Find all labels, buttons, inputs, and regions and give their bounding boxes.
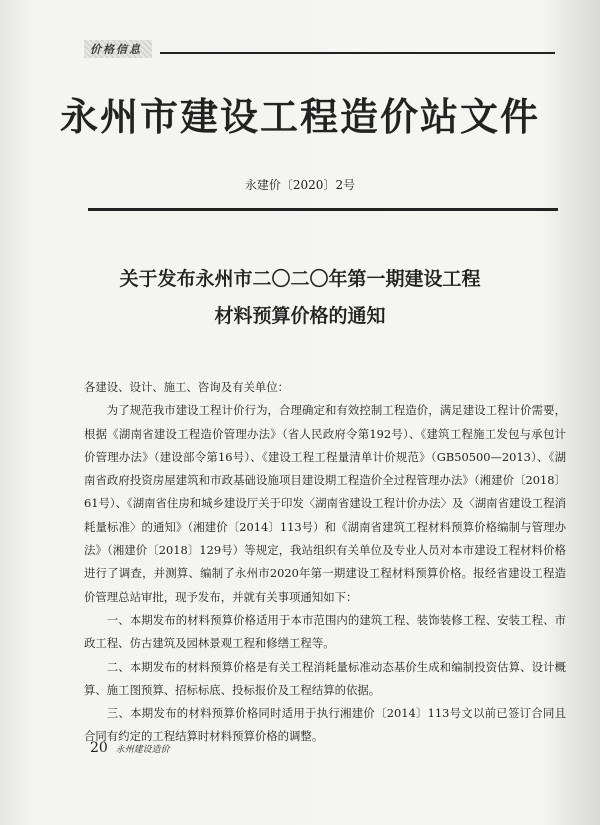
notice-title-line2: 材料预算价格的通知 bbox=[214, 305, 386, 327]
page-footer bbox=[90, 740, 170, 756]
magazine-name: 永州建设造价 bbox=[115, 745, 170, 755]
notice-title-line1: 关于发布永州市二〇二〇年第一期建设工程 bbox=[119, 268, 481, 290]
salutation: 各建设、设计、施工、咨询及有关单位： bbox=[84, 380, 290, 394]
paragraph-item-1: 一、本期发布的材料预算价格适用于本市范围内的建筑工程、装饰装修工程、安装工程、市政工程、仿古建筑及园林景观工程和修缮工程等。 bbox=[84, 612, 566, 651]
paragraph-intro: 为了规范我市建设工程计价行为，合理确定和有效控制工程造价，满足建设工程计价需要，根据《湖南省建设工程造价管理办法》（省人民政府令第192号）、《建筑工程施工发包与承包计价管理办法》（建设部令第16号）、《建设工程工程量清单计价规范》（GB50500—2013）、《湖南省政府投资房屋建筑和市政基础设施项目建设期工程造价全过程管理办法》（湘建价〔2018〕61号）、《湖南省住房和城乡建设厅关于印发〈湖南省建设工程计价办法〉及〈湖南省建设工程消耗量标准〉的通知》（湘建价〔2014〕113号）和《湖南省建筑工程材料预算价格编制与管理办法》（湘建价〔2018〕129号）等规定，我站组织有关单位及专业人员对本市建设工程材料价格进行了调查，并测算、编制了永州市2020年第一期建设工程材料预算价格。报经省建设工程造价管理总站审批，现予发布，并就有关事项通知如下： bbox=[84, 403, 566, 604]
paragraph-item-2: 二、本期发布的材料预算价格是有关工程消耗量标准动态基价生成和编制投资估算、设计概算、施工图预算、招标标底、投标报价及工程结算的依据。 bbox=[84, 659, 566, 697]
org-title: 永州市建设工程造价站文件 bbox=[59, 94, 540, 139]
section-tag: 价格信息 bbox=[84, 40, 152, 58]
title-divider bbox=[88, 208, 558, 211]
doc-number: 永建价〔2020〕2号 bbox=[244, 178, 356, 192]
paragraph-item-3: 三、本期发布的材料预算价格同时适用于执行湘建价〔2014〕113号文以前已签订合同且合同有约定的工程结算时材料预算价格的调整。 bbox=[84, 706, 566, 744]
header-rule bbox=[160, 52, 555, 54]
notice-body bbox=[84, 376, 566, 749]
page-number: 20 bbox=[90, 740, 108, 756]
